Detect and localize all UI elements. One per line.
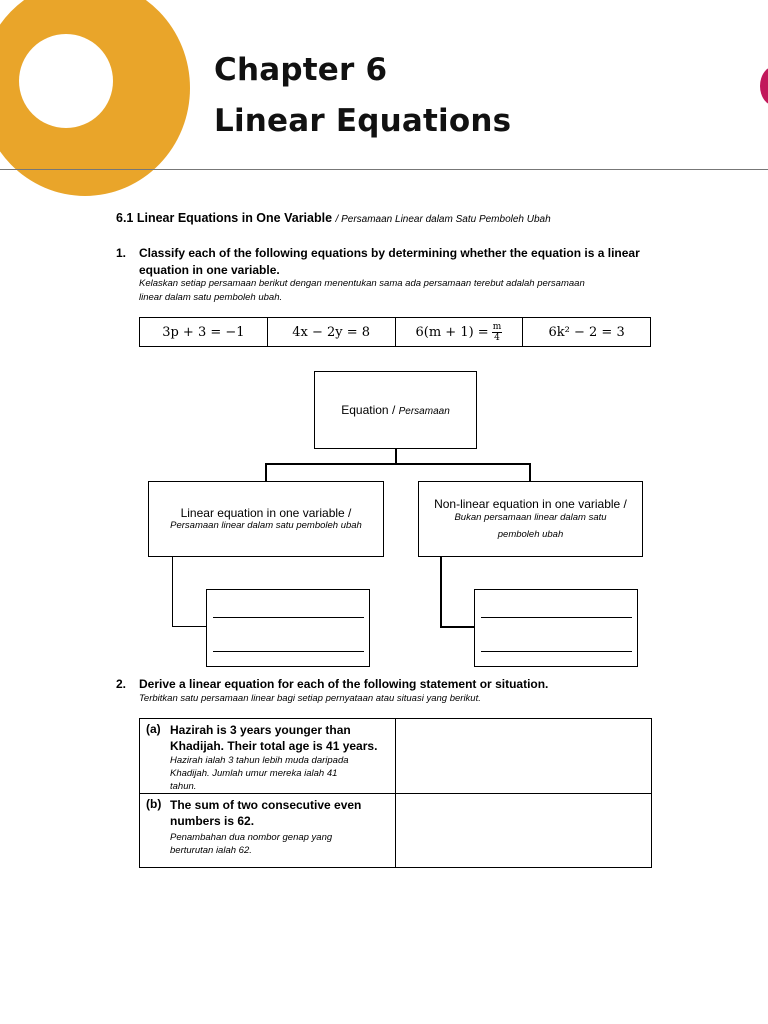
question-2-number: 2. [116,677,127,691]
item-translation-line: tahun. [170,781,197,792]
connector-line [172,557,173,627]
table-row [140,794,651,867]
connector-line [172,626,207,627]
non-linear-category-label: Non-linear equation in one variable / [434,497,627,511]
question-1-text [139,245,679,279]
item-translation [170,754,392,793]
item-text [170,722,392,754]
item-label: (b) [146,797,162,811]
connector-line [529,463,531,482]
non-linear-category-italic-1: Bukan persamaan linear dalam satu [454,512,607,523]
question-1-line-1: Classify each of the following equations by determining whether the equation is a linear [139,246,640,260]
equation-cell: 3p + 3 = −1 [140,318,268,346]
question-2-text: Derive a linear equation for each of the following statement or situation. [139,677,549,691]
equation-cell: 4x − 2y = 8 [268,318,396,346]
item-text-line: Khadijah. Their total age is 41 years. [170,739,378,753]
answer-cell[interactable] [396,794,651,867]
item-translation-line: Penambahan dua nombor genap yang [170,832,333,843]
linear-category-box [148,481,384,557]
fraction-numerator: m [492,321,502,332]
connector-line [265,463,267,482]
equations-table [139,317,651,347]
ring-hole [19,34,113,128]
header-divider [0,169,768,170]
question-cell [140,794,396,867]
non-linear-answer-box [474,589,638,667]
question-1-translation-line-2: linear dalam satu pemboleh ubah. [139,292,283,303]
item-text-line: Hazirah is 3 years younger than [170,723,351,737]
question-2-translation: Terbitkan satu persamaan linear bagi setiap pernyataan atau situasi yang berikut. [139,693,481,704]
item-translation-line: berturutan ialah 62. [170,845,252,856]
item-translation [170,831,392,857]
root-label-italic: Persamaan [398,406,450,417]
question-1-number: 1. [116,246,127,260]
answer-blank-line[interactable] [481,617,632,618]
answer-blank-line[interactable] [213,651,364,652]
item-text-line: numbers is 62. [170,814,255,828]
chapter-number: Chapter 6 [214,52,388,88]
item-label: (a) [146,722,161,736]
connector-line [440,557,442,628]
diagram-root-label [341,403,450,417]
question-cell [140,719,396,793]
connector-line [440,626,475,628]
linear-category-label: Linear equation in one variable / [180,506,352,520]
diagram-root-box [314,371,477,449]
item-text [170,797,392,829]
root-label-text: Equation / [341,403,396,417]
answer-blank-line[interactable] [481,651,632,652]
equation-text: 6(m + 1) = [415,324,489,340]
fraction [492,322,503,343]
non-linear-category-box [418,481,643,557]
question-1-translation [139,277,679,305]
fraction-denominator: 4 [494,332,500,343]
non-linear-category-italic-2: pemboleh ubah [497,529,564,540]
item-text-line: The sum of two consecutive even [170,798,362,812]
section-title [116,211,551,225]
question-1-translation-line-1: Kelaskan setiap persamaan berikut dengan menentukan sama ada persamaan terebut adalah persamaan [139,278,585,289]
equation-cell: 6k² − 2 = 3 [548,324,625,340]
item-translation-line: Hazirah ialah 3 tahun lebih muda daripada [170,755,349,766]
answer-blank-line[interactable] [213,617,364,618]
section-title-text: 6.1 Linear Equations in One Variable [116,211,333,225]
question-1-line-2: equation in one variable. [139,263,280,277]
page-title: Linear Equations [214,103,512,139]
section-subtitle: / Persamaan Linear dalam Satu Pemboleh Ubah [335,214,551,225]
answer-cell[interactable] [396,719,651,793]
chapter-ring-logo [0,0,190,196]
item-translation-line: Khadijah. Jumlah umur mereka ialah 41 [170,768,338,779]
connector-line [395,449,397,464]
connector-line [265,463,531,465]
table-row [140,719,651,794]
chapter-side-tab [760,66,768,106]
linear-answer-box [206,589,370,667]
linear-category-italic: Persamaan linear dalam satu pemboleh ubah [170,520,362,531]
question-2-table [139,718,652,868]
equation-cell [396,318,524,346]
